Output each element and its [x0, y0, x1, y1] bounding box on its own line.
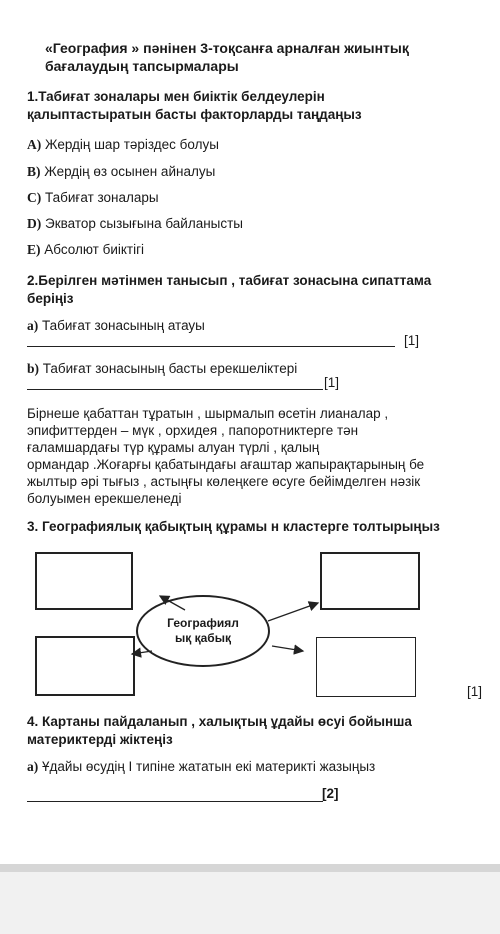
score-mark: [1]: [467, 684, 483, 699]
arrow-to-top-right: [268, 603, 318, 621]
item-letter: b): [27, 361, 40, 376]
passage-line: болуымен ерекшеленеді: [27, 491, 182, 506]
item-text: Табиғат зонасының атауы: [42, 318, 205, 333]
page-footer-area: [0, 864, 500, 934]
title-line-2: бағалаудың тапсырмалары: [45, 58, 239, 74]
answer-line-q4[interactable]: [27, 801, 323, 802]
option-letter: B): [27, 164, 41, 179]
center-label-line-1: Географиял: [167, 616, 239, 630]
center-label-line-2: ық қабық: [175, 631, 231, 645]
option-letter: A): [27, 137, 42, 152]
q3-heading: 3. Географиялық қабықтың құрамы н кластерге толтырыңыз: [27, 519, 440, 534]
q4-heading-line-2: материктерді жіктеңіз: [27, 732, 173, 747]
score-mark: [1]: [404, 333, 420, 348]
item-text: Ұдайы өсудің І типіне жататын екі материкті жазыңыз: [42, 759, 376, 774]
item-text: Табиғат зонасының басты ерекшеліктері: [42, 361, 298, 376]
option-letter: E): [27, 242, 41, 257]
passage-line: ғаламшардағы түр құрамы алуан түрлі , қалың: [27, 440, 320, 455]
footer-divider: [0, 864, 500, 872]
item-letter: а): [27, 318, 39, 333]
passage-line: жылтыр әрі тығыз , астыңғы көлеңкеге өсуге бейімделген нәзік: [27, 474, 421, 489]
passage-line: ормандар .Жоғарғы қабатындағы ағаштар жапырақтарының бе: [27, 457, 425, 472]
option-text: Абсолют биіктігі: [44, 242, 145, 257]
option-text: Жердің шар тәріздес болуы: [45, 137, 219, 152]
option-text: Жердің өз осынен айналуы: [44, 164, 216, 179]
item-letter: а): [27, 759, 39, 774]
q2-heading-line-2: беріңіз: [27, 291, 74, 306]
score-mark: [1]: [324, 375, 340, 390]
q4-heading-line-1: 4. Картаны пайдаланып , халықтың ұдайы өсуі бойынша: [27, 714, 412, 729]
q2-heading-line-1: 2.Берілген мәтінмен танысып , табиғат зонасына сипаттама: [27, 273, 432, 288]
passage-line: Бірнеше қабаттан тұратын , шырмалып өсетін лианалар ,: [27, 406, 389, 421]
cluster-center-ellipse: [136, 595, 270, 667]
option-text: Экватор сызығына байланысты: [45, 216, 243, 231]
option-text: Табиғат зоналары: [45, 190, 159, 205]
q1-heading-line-2: қалыптастыратын басты факторларды таңдаңыз: [27, 107, 362, 122]
passage-line: эпифиттерден – мүк , орхидея , папоротниктерге тән: [27, 423, 359, 438]
arrow-to-bottom-right: [272, 646, 303, 651]
title-line-1: «География » пәнінен 3-тоқсанға арналған жиынтық: [45, 40, 409, 56]
q1-heading-line-1: 1.Табиғат зоналары мен биіктік белдеулерін: [27, 89, 325, 104]
option-letter: D): [27, 216, 42, 231]
q4-item-a: [27, 758, 375, 775]
score-mark: [2]: [322, 786, 339, 801]
option-letter: C): [27, 190, 42, 205]
